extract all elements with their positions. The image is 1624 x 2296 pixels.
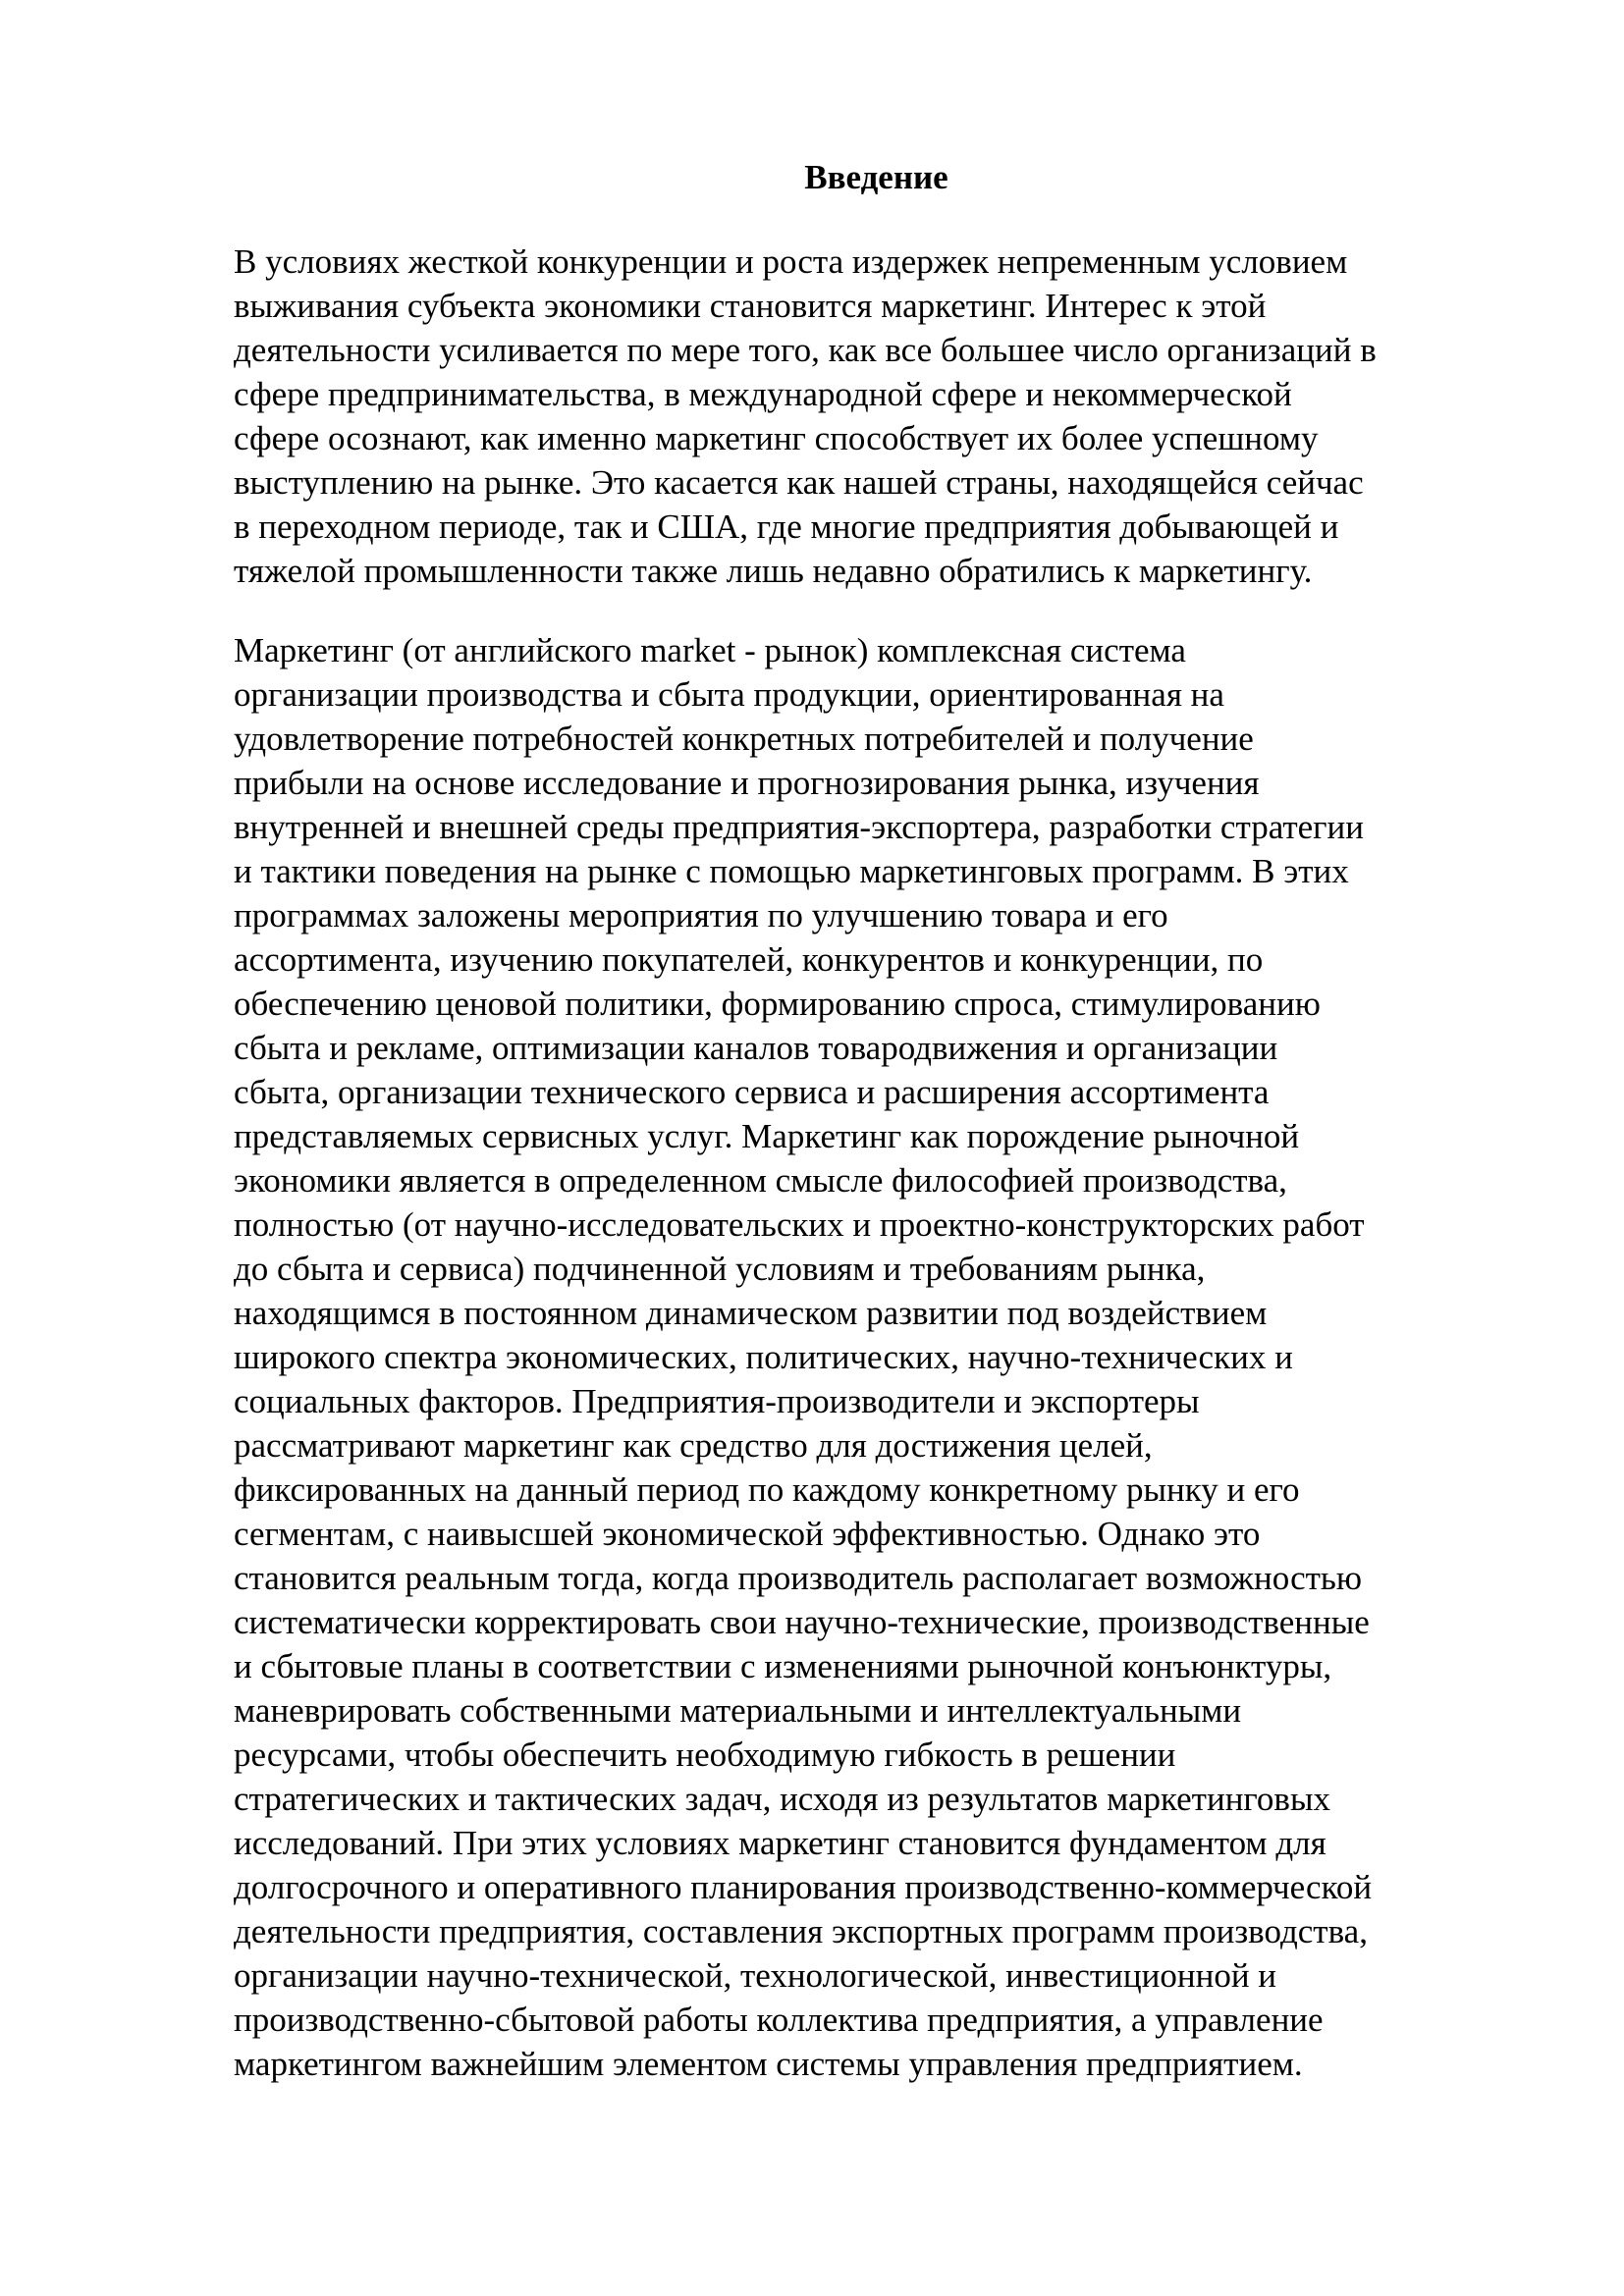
text-line: широкого спектра экономических, политических, научно-технических и — [234, 1338, 1293, 1376]
text-line: находящимся в постоянном динамическом развитии под воздействием — [234, 1294, 1268, 1332]
text-line: тяжелой промышленности также лишь недавно обратились к маркетингу. — [234, 552, 1313, 590]
text-line: сфере осознают, как именно маркетинг способствует их более успешному — [234, 419, 1319, 457]
text-line: и тактики поведения на рынке с помощью маркетинговых программ. В этих — [234, 852, 1349, 890]
text-line: организации производства и сбыта продукции, ориентированная на — [234, 675, 1224, 714]
text-line: программах заложены мероприятия по улучшению товара и его — [234, 896, 1168, 934]
text-line: рассматривают маркетинг как средство для достижения целей, — [234, 1426, 1153, 1465]
text-line: систематически корректировать свои научно-технические, производственные — [234, 1603, 1370, 1641]
text-line: в переходном периоде, так и США, где многие предприятия добывающей и — [234, 507, 1339, 546]
text-line: организации научно-технической, технологической, инвестиционной и — [234, 1956, 1277, 1995]
text-line: выживания субъекта экономики становится маркетинг. Интерес к этой — [234, 287, 1267, 325]
paragraph-marketing-definition — [234, 628, 1540, 2086]
text-line: маркетингом важнейшим элементом системы управления предприятием. — [234, 2045, 1303, 2083]
text-line: до сбыта и сервиса) подчиненной условиям и требованиям рынка, — [234, 1250, 1206, 1288]
text-line: выступлению на рынке. Это касается как нашей страны, находящейся сейчас — [234, 463, 1364, 502]
page-title: Введение — [804, 158, 948, 196]
text-line: удовлетворение потребностей конкретных потребителей и получение — [234, 720, 1254, 758]
text-line: ассортимента, изучению покупателей, конкурентов и конкуренции, по — [234, 940, 1264, 979]
text-line: ресурсами, чтобы обеспечить необходимую гибкость в решении — [234, 1735, 1176, 1774]
paragraph-introduction — [234, 240, 1540, 593]
text-line: Маркетинг (от английского market - рынок) комплексная система — [234, 631, 1186, 669]
text-line: исследований. При этих условиях маркетинг становится фундаментом для — [234, 1824, 1326, 1862]
text-line: полностью (от научно-исследовательских и проектно-конструкторских работ — [234, 1205, 1365, 1244]
text-line: маневрировать собственными материальными и интеллектуальными — [234, 1691, 1242, 1730]
text-line: и сбытовые планы в соответствии с изменениями рыночной конъюнктуры, — [234, 1647, 1332, 1685]
text-line: сегментам, с наивысшей экономической эффективностью. Однако это — [234, 1515, 1261, 1553]
text-line: сфере предпринимательства, в международной сфере и некоммерческой — [234, 375, 1292, 413]
text-line: представляемых сервисных услуг. Маркетинг как порождение рыночной — [234, 1117, 1300, 1155]
text-line: деятельности предприятия, составления экспортных программ производства, — [234, 1912, 1368, 1950]
text-line: В условиях жесткой конкуренции и роста издержек непременным условием — [234, 242, 1348, 281]
text-line: фиксированных на данный период по каждому конкретному рынку и его — [234, 1470, 1300, 1509]
text-line: сбыта, организации технического сервиса и расширения ассортимента — [234, 1073, 1270, 1111]
text-line: долгосрочного и оперативного планирования производственно-коммерческой — [234, 1868, 1373, 1906]
text-line: социальных факторов. Предприятия-производители и экспортеры — [234, 1382, 1200, 1420]
text-line: деятельности усиливается по мере того, как все большее число организаций в — [234, 331, 1377, 369]
text-line: становится реальным тогда, когда производитель располагает возможностью — [234, 1559, 1363, 1597]
text-line: обеспечению ценовой политики, формированию спроса, стимулированию — [234, 985, 1321, 1023]
text-line: экономики является в определенном смысле философией производства, — [234, 1161, 1287, 1200]
text-line: внутренней и внешней среды предприятия-экспортера, разработки стратегии — [234, 808, 1364, 846]
text-line: сбыта и рекламе, оптимизации каналов товародвижения и организации — [234, 1029, 1278, 1067]
text-line: производственно-сбытовой работы коллектива предприятия, а управление — [234, 2001, 1324, 2039]
text-line: стратегических и тактических задач, исходя из результатов маркетинговых — [234, 1780, 1330, 1818]
text-line: прибыли на основе исследование и прогнозирования рынка, изучения — [234, 764, 1260, 802]
